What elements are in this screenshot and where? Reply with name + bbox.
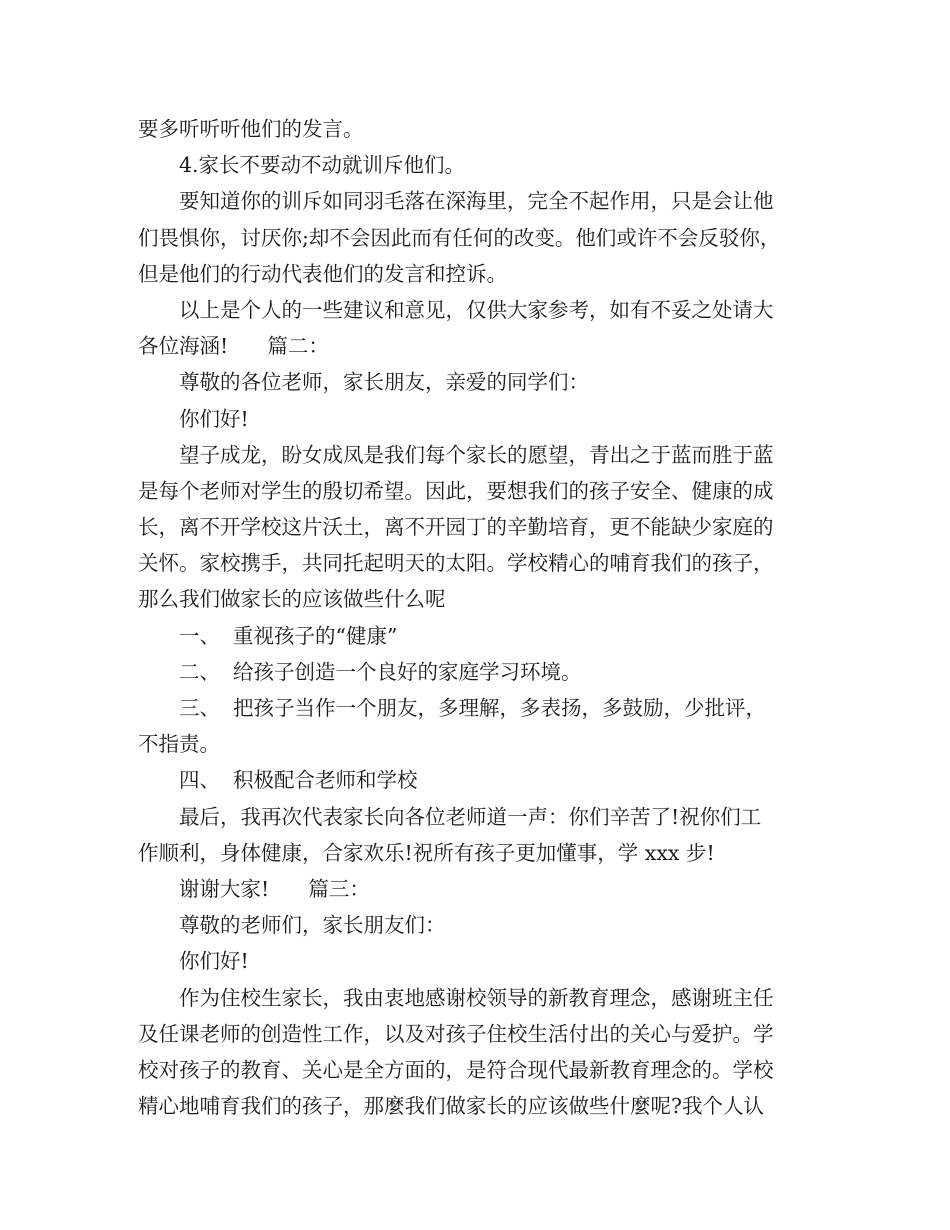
text-line: 谢谢大家! 篇三： [179, 876, 370, 901]
text-line: 要知道你的训斥如同羽毛落在深海里，完全不起作用，只是会让他 [179, 189, 774, 214]
text-line: 关怀。家校携手，共同托起明天的太阳。学校精心的哺育我们的孩子， [138, 551, 774, 576]
text-line: 但是他们的行动代表他们的发言和控诉。 [138, 261, 507, 286]
text-line: 一、 重视孩子的“健康” [179, 623, 398, 648]
text-line: 你们好! [179, 949, 249, 974]
text-line: 你们好! [179, 406, 249, 431]
text-line: 及任课老师的创造性工作，以及对孩子住校生活付出的关心与爱护。学 [138, 1021, 774, 1046]
text-line: 不指责。 [138, 732, 220, 757]
text-line: 要多听听听他们的发言。 [138, 117, 364, 141]
text-line: 校对孩子的教育、关心是全方面的，是符合现代最新教育理念的。学校 [138, 1057, 774, 1082]
text-line: 以上是个人的一些建议和意见，仅供大家参考，如有不妥之处请大 [179, 297, 774, 322]
text-line: 作为住校生家长，我由衷地感谢校领导的新教育理念，感谢班主任 [179, 985, 774, 1010]
text-line: 尊敬的老师们，家长朋友们： [179, 913, 446, 938]
text-line: 各位海涵! 篇二： [138, 334, 329, 359]
text-line: 长，离不开学校这片沃土，离不开园丁的辛勤培育，更不能缺少家庭的 [138, 515, 774, 540]
text-line: 望子成龙，盼女成凤是我们每个家长的愿望，青出之于蓝而胜于蓝 [179, 442, 774, 467]
text-line: 最后，我再次代表家长向各位老师道一声：你们辛苦了!祝你们工 [179, 804, 762, 829]
text-line: 精心地哺育我们的孩子，那麼我们做家长的应该做些什麼呢?我个人认 [138, 1094, 764, 1119]
document-body [138, 111, 818, 1124]
text-line: 作顺利，身体健康，合家欢乐!祝所有孩子更加懂事，学 xxx 步! [138, 840, 715, 865]
text-line: 是每个老师对学生的殷切希望。因此，要想我们的孩子安全、健康的成 [138, 478, 774, 503]
text-line: 4.家长不要动不动就训斥他们。 [179, 153, 466, 178]
text-line: 二、 给孩子创造一个良好的家庭学习环境。 [179, 659, 582, 684]
text-line: 四、 积极配合老师和学校 [179, 768, 418, 793]
text-line: 那么我们做家长的应该做些什么呢 [138, 587, 446, 612]
text-line: 尊敬的各位老师，家长朋友，亲爱的同学们： [179, 370, 589, 395]
text-line: 三、 把孩子当作一个朋友，多理解，多表扬，多鼓励，少批评， [179, 696, 767, 720]
text-line: 们畏惧你，讨厌你;却不会因此而有任何的改变。他们或许不会反驳你， [138, 225, 781, 250]
